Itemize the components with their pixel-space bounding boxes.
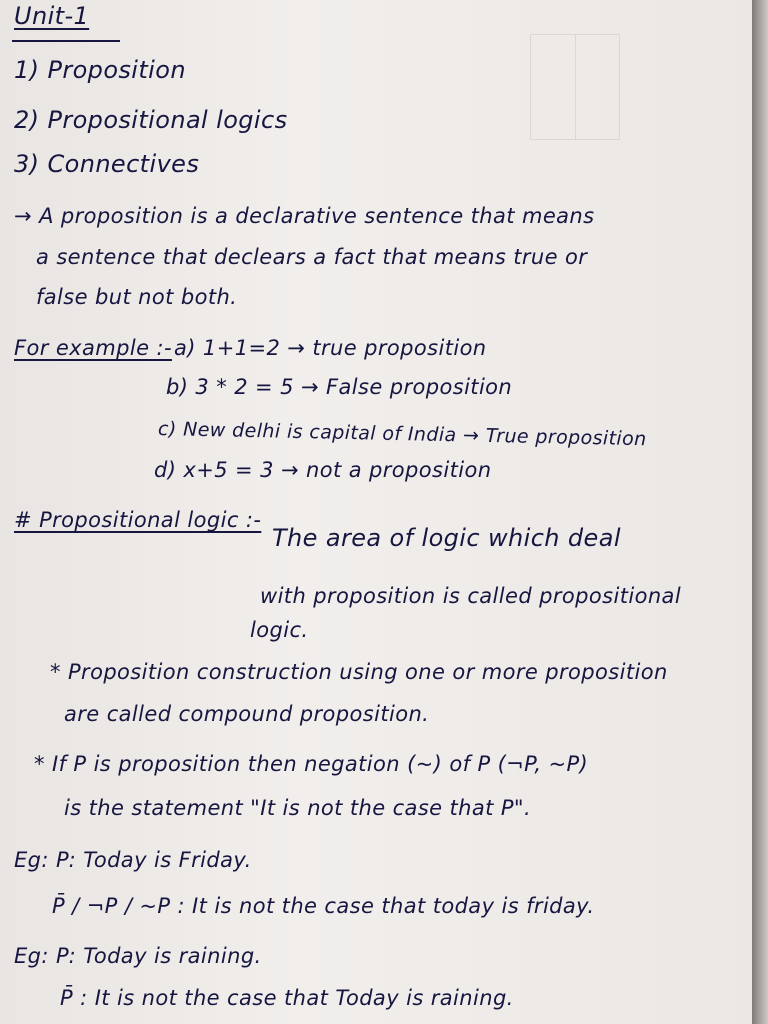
page-edge [752,0,768,1024]
bleed-through-table [530,34,620,140]
example-2-statement: Eg: P: Today is raining. [14,944,262,968]
propositional-logic-def-3: logic. [250,618,309,642]
negation-line-2: is the statement "It is not the case that P". [64,796,532,820]
topic-2: 2) Propositional logics [14,106,288,134]
topic-1: 1) Proposition [14,56,186,84]
negation-line-1: * If P is proposition then negation (~) of P (¬P, ~P) [34,752,589,776]
page-heading: Unit-1 [14,2,90,30]
example-1-statement: Eg: P: Today is Friday. [14,848,252,872]
topic-3: 3) Connectives [14,150,200,178]
definition-line-1: → A proposition is a declarative sentence that means [14,204,595,228]
propositional-logic-def-2: with proposition is called propositional [260,584,682,608]
propositional-logic-label: # Propositional logic :- [14,508,262,532]
example-d: d) x+5 = 3 → not a proposition [154,458,492,482]
example-c: c) New delhi is capital of India → True proposition [157,418,647,451]
compound-line-1: * Proposition construction using one or more proposition [50,660,668,684]
examples-label: For example :- [14,336,172,360]
definition-line-3: false but not both. [36,285,238,309]
example-b: b) 3 * 2 = 5 → False proposition [166,375,513,399]
example-a: a) 1+1=2 → true proposition [174,336,487,360]
example-1-negation: P̄ / ¬P / ~P : It is not the case that today is friday. [52,894,595,918]
propositional-logic-def-1: The area of logic which deal [272,524,621,552]
compound-line-2: are called compound proposition. [64,702,430,726]
definition-line-2: a sentence that declears a fact that means true or [36,245,588,269]
example-2-negation: P̄ : It is not the case that Today is raining. [60,986,514,1010]
heading-underline [12,40,120,42]
